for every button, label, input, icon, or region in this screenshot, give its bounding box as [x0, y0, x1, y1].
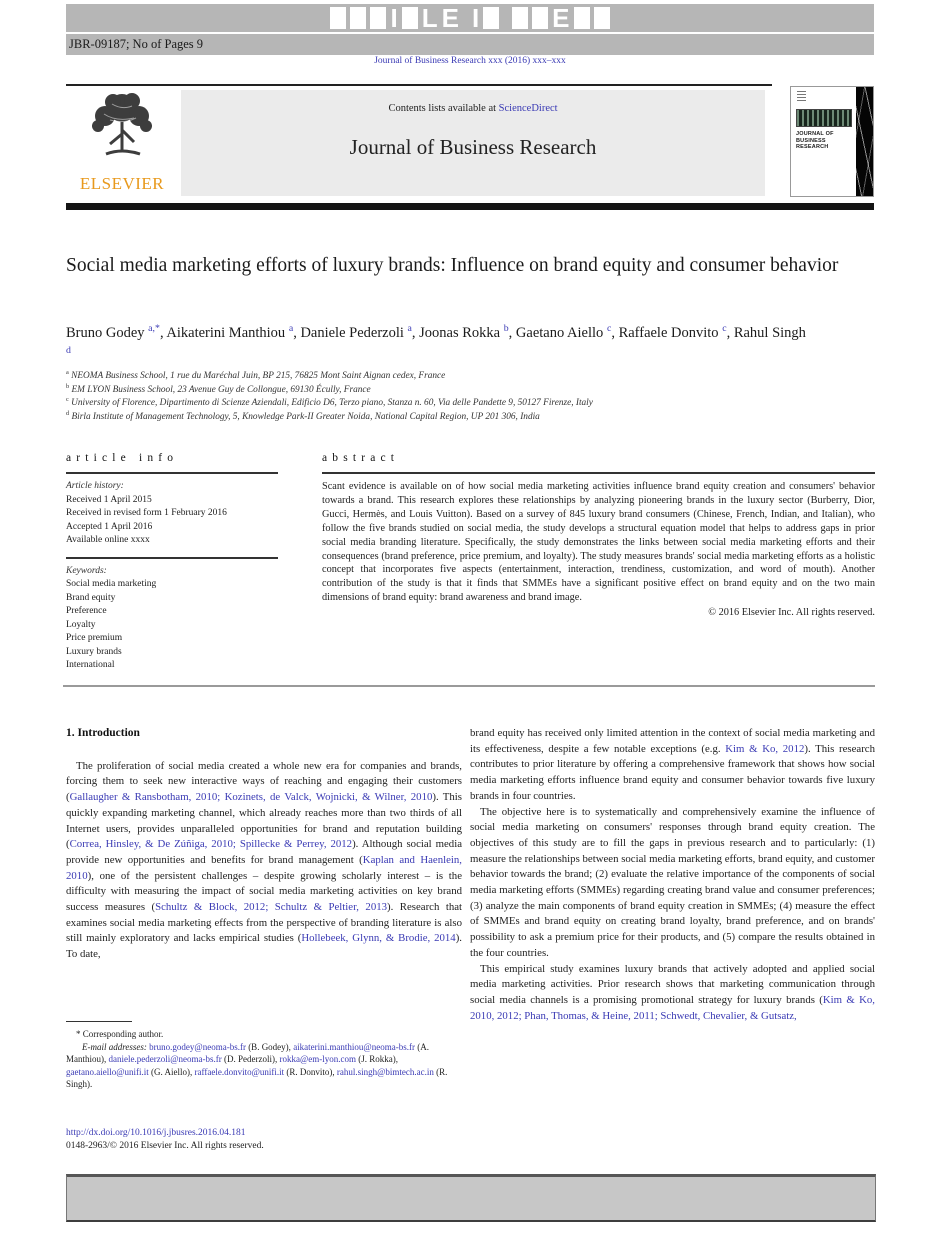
inline-link[interactable]: aikaterini.manthiou@neoma-bs.fr	[293, 1041, 415, 1052]
article-info-header: article info	[66, 452, 179, 464]
affiliation-sup: a	[66, 368, 69, 376]
text-segment: a	[407, 323, 412, 335]
running-head[interactable]: Journal of Business Research xxx (2016) xxx–xxx	[374, 56, 566, 66]
banner-glyph	[594, 7, 610, 29]
text-segment: (A. Manthiou),	[66, 1041, 429, 1065]
text-segment: ). This quickly expanding marketing channel, which already reaches more than two thirds of all Internet users, provides unparalleled opportunities for brand and reputation building (	[66, 791, 463, 851]
text-segment: d	[66, 345, 71, 357]
history-item: Accepted 1 April 2016	[66, 521, 153, 532]
history-item: Received in revised form 1 February 2016	[66, 508, 227, 518]
article-history-label: Article history:	[66, 481, 124, 491]
keyword: Luxury brands	[66, 646, 122, 657]
paper-title: Social media marketing efforts of luxury brands: Influence on brand equity and consumer behavior	[66, 255, 839, 276]
banner-glyph: E	[441, 3, 459, 33]
cover-title-line: JOURNAL OF	[796, 131, 834, 137]
abstract-rule	[322, 472, 875, 474]
cover-marble-strip	[856, 87, 873, 196]
affiliation-text: Birla Institute of Management Technology, 5, Knowledge Park-II Greater Noida, National Capital Region, UP 201 306, India	[71, 411, 540, 422]
objectives-paragraph	[470, 805, 875, 962]
affiliation-sup: b	[66, 382, 70, 390]
affiliation	[66, 384, 871, 398]
inline-link[interactable]: bruno.godey@neoma-bs.fr	[149, 1041, 246, 1052]
text-segment: , Raffaele Donvito	[611, 325, 723, 341]
keywords-rule	[66, 557, 278, 559]
text-segment: E-mail addresses:	[82, 1041, 150, 1052]
keyword: Price premium	[66, 633, 123, 643]
banner-glyph: E	[552, 3, 570, 33]
text-segment: (G. Aiello),	[148, 1066, 195, 1077]
banner-glyph	[402, 7, 418, 29]
article-info-rule	[66, 472, 278, 474]
corresponding-author-note	[66, 1028, 464, 1041]
cover-title-line: RESEARCH	[796, 144, 829, 150]
banner-glyph	[574, 7, 590, 29]
journal-header-box	[181, 90, 765, 196]
inline-link[interactable]: Kim & Ko, 2012	[725, 742, 805, 755]
banner-glyph: L	[421, 3, 438, 33]
journal-cover-thumbnail	[790, 86, 874, 197]
keywords-label: Keywords:	[66, 565, 107, 576]
banner-glyph	[483, 7, 499, 29]
keyword: International	[66, 660, 115, 670]
sciencedirect-link[interactable]: ScienceDirect	[498, 103, 558, 114]
journal-title: Journal of Business Research	[349, 135, 597, 159]
text-segment: (D. Pederzoli),	[221, 1054, 280, 1065]
section-divider-rule	[63, 685, 875, 687]
body-column-right	[470, 726, 875, 1024]
elsevier-wordmark: ELSEVIER	[79, 174, 165, 193]
text-segment: The objective here is to systematically and comprehensively examine the influence of social media marketing on consumers' responses through brand equity creation. The objectives of this study are to fill the gaps in previous research and to particularly: (1) measure the relationships between social media marketing efforts, brand equity, and customer behavior towards the brand; (2) evaluate the relative importance of the components of social media marketing efforts (SMMEs) regarding creating brand value and consumer preferences; (3) analyze the main components of brand equity creation in SMMEs; (4) measure the effect of SMMEs and brand equity on creating brand loyalty, brand preference, and on brands' possibility to ask a premium price for their products, and (5) compare the results obtained in the four countries.	[470, 805, 875, 959]
keyword: Preference	[66, 606, 107, 616]
article-in-press-banner	[66, 4, 874, 32]
inline-link[interactable]: Correa, Hinsley, & De Zúñiga, 2010; Spillecke & Perrey, 2012	[69, 838, 353, 851]
contents-text: Contents lists available at	[388, 103, 499, 114]
inline-link[interactable]: Kim & Ko, 2010, 2012; Phan, Thomas, & Heine, 2011; Schwedt, Chevalier, & Gutsatz,	[470, 993, 875, 1022]
cover-photo-plate	[796, 109, 852, 127]
cover-title-line: BUSINESS	[796, 137, 826, 144]
header-top-rule	[66, 84, 772, 86]
text-segment: b	[503, 323, 509, 335]
inline-link[interactable]: rahul.singh@bimtech.ac.in	[336, 1066, 434, 1077]
email-addresses-note	[66, 1041, 464, 1091]
text-segment: c	[606, 323, 612, 335]
cover-logo-mark	[797, 91, 806, 101]
keyword: Brand equity	[66, 592, 116, 603]
text-segment: , Joonas Rokka	[411, 325, 504, 341]
text-segment: , Gaetano Aiello	[508, 325, 607, 341]
manuscript-id: JBR-09187; No of Pages 9	[69, 37, 204, 51]
body-column-left	[66, 726, 462, 963]
affiliation	[66, 370, 871, 384]
keyword: Social media marketing	[66, 579, 157, 589]
text-segment: * Corresponding author.	[76, 1029, 164, 1039]
affiliation	[66, 411, 871, 425]
text-segment: , Rahul Singh	[726, 325, 806, 341]
text-segment: ). To date,	[66, 932, 462, 961]
text-segment: ). Although social media provide new opportunities and benefits for brand management (	[66, 838, 462, 866]
author-line	[66, 322, 806, 366]
text-segment: (R. Singh).	[66, 1066, 448, 1090]
text-segment: a	[288, 323, 294, 335]
text-segment: ). This research contributes to prior literature by offering a comprehensive framework that shows how social media marketing efforts influence brand equity and consumer behavior towards five luxury brands in four countries.	[470, 742, 875, 802]
inline-link[interactable]: Hollebeek, Glynn, & Brodie, 2014	[301, 932, 456, 945]
intro-paragraph	[66, 759, 462, 963]
affiliation-text: NEOMA Business School, 1 rue du Maréchal Juin, BP 215, 76825 Mont Saint Aignan cedex, France	[71, 371, 446, 381]
elsevier-logo	[66, 90, 178, 198]
inline-link[interactable]: gaetano.aiello@unifi.it	[66, 1066, 149, 1077]
text-segment: a,*	[148, 323, 160, 335]
text-segment: This empirical study examines luxury brands that actively adopted and applied social media marketing activities. Prior research shows that marketing communication through social media channels is a promising promotional strategy for luxury brands (	[470, 962, 875, 1006]
keyword: Loyalty	[66, 619, 96, 630]
affiliation-text: EM LYON Business School, 23 Avenue Guy de Collongue, 69130 Écully, France	[71, 384, 371, 395]
inline-link[interactable]: rokka@em-lyon.com	[279, 1054, 357, 1065]
article-in-press-text	[328, 3, 611, 33]
banner-glyph: I	[471, 3, 480, 33]
text-segment: (B. Godey),	[245, 1041, 294, 1052]
inline-link[interactable]: Gallaugher & Ransbotham, 2010; Kozinets, de Valck, Wojnicki, & Wilner, 2010	[69, 791, 433, 804]
affiliation	[66, 397, 871, 411]
elsevier-tree-icon	[82, 155, 162, 172]
text-segment: (R. Donvito),	[284, 1066, 337, 1077]
header-black-bar	[66, 203, 874, 210]
banner-glyph	[350, 7, 366, 29]
text-segment: The proliferation of social media created a whole new era for companies and brands, forcing them to seek new interactive ways of reaching and engaging their customers (	[66, 759, 462, 804]
text-segment: ), one of the persistent challenges – despite growing scholarly interest – is the difficulty with measuring the impact of social media marketing activities on key brand success measures (	[66, 869, 462, 914]
cover-journal-title	[796, 131, 834, 151]
banner-glyph	[532, 7, 548, 29]
text-segment: Bruno Godey	[66, 325, 149, 341]
banner-glyph: I	[390, 3, 398, 33]
manuscript-id-strip	[66, 34, 874, 55]
inline-link[interactable]: Schultz & Block, 2012; Schultz & Peltier, 2013	[155, 901, 388, 914]
banner-glyph	[512, 7, 528, 29]
inline-link[interactable]: Kaplan and Haenlein, 2010	[66, 853, 462, 882]
doi-link[interactable]: http://dx.doi.org/10.1016/j.jbusres.2016.04.181	[66, 1128, 246, 1138]
inline-link[interactable]: raffaele.donvito@unifi.it	[194, 1066, 285, 1077]
history-item: Received 1 April 2015	[66, 494, 152, 505]
citation-placeholder-box	[66, 1174, 876, 1222]
banner-glyph	[330, 7, 346, 29]
history-item: Available online xxxx	[66, 535, 150, 545]
introduction-heading: 1. Introduction	[66, 727, 140, 739]
abstract-text: Scant evidence is available on of how social media marketing activities influence brand equity creation and consumers' behavior towards a brand. This research explores these relationships by analyzing pioneering brands in the luxury sector (Burberry, Dior, Gucci, Hermès, and Louis Vuitton). Based on a survey of 845 luxury brand consumers (Chinese, French, Indian, and Italian), who follow the five brands studied on social media, the study develops a structural equation model that helps to address gaps in prior social media branding literature. Specifically, the study demonstrates the links between social media marketing efforts and their consequences (brand preference, price premium, and loyalty). The study measures brands' social media marketing efforts as a holistic concept that incorporates five aspects (entertainment, interaction, trendiness, customization, and word of mouth). Another contribution of the study is that it finds that SMMEs have a significant positive effect on brand equity and on the two main dimensions of brand equity: brand awareness and brand image.	[322, 481, 875, 604]
abstract-header: abstract	[322, 452, 400, 464]
contents-line	[181, 103, 765, 114]
article-info-column	[66, 452, 280, 673]
issn-copyright-line: 0148-2963/© 2016 Elsevier Inc. All rights reserved.	[66, 1141, 264, 1151]
text-segment: , Aikaterini Manthiou	[159, 325, 289, 341]
inline-link[interactable]: daniele.pederzoli@neoma-bs.fr	[108, 1054, 222, 1065]
banner-glyph	[370, 7, 386, 29]
text-segment: brand equity has received only limited attention in the context of social media marketing and its effectiveness, despite a few notable exceptions (e.g.	[470, 727, 875, 755]
text-segment: c	[722, 323, 727, 335]
abstract-copyright: © 2016 Elsevier Inc. All rights reserved.	[708, 607, 875, 619]
affiliation-text: University of Florence, Dipartimento di Scienze Aziendali, Edificio D6, Terzo piano, Stanza n. 60, Via delle Pandette 9, 50127 Firenze, Italy	[71, 398, 593, 408]
footnote	[66, 1028, 464, 1091]
text-segment: , Daniele Pederzoli	[293, 325, 408, 341]
text-segment: (J. Rokka),	[356, 1054, 399, 1065]
affiliation-sup: c	[66, 395, 69, 403]
intro-paragraph-continued	[470, 726, 875, 805]
empirical-study-paragraph	[470, 962, 875, 1025]
abstract-column	[322, 452, 875, 618]
affiliations	[66, 370, 871, 424]
affiliation-sup: d	[66, 409, 70, 417]
footnote-rule	[66, 1021, 132, 1022]
text-segment: ). Research that examines social media marketing effects from the perspective of branding literature is also still mainly exploratory and lacks empirical studies (	[66, 901, 463, 945]
